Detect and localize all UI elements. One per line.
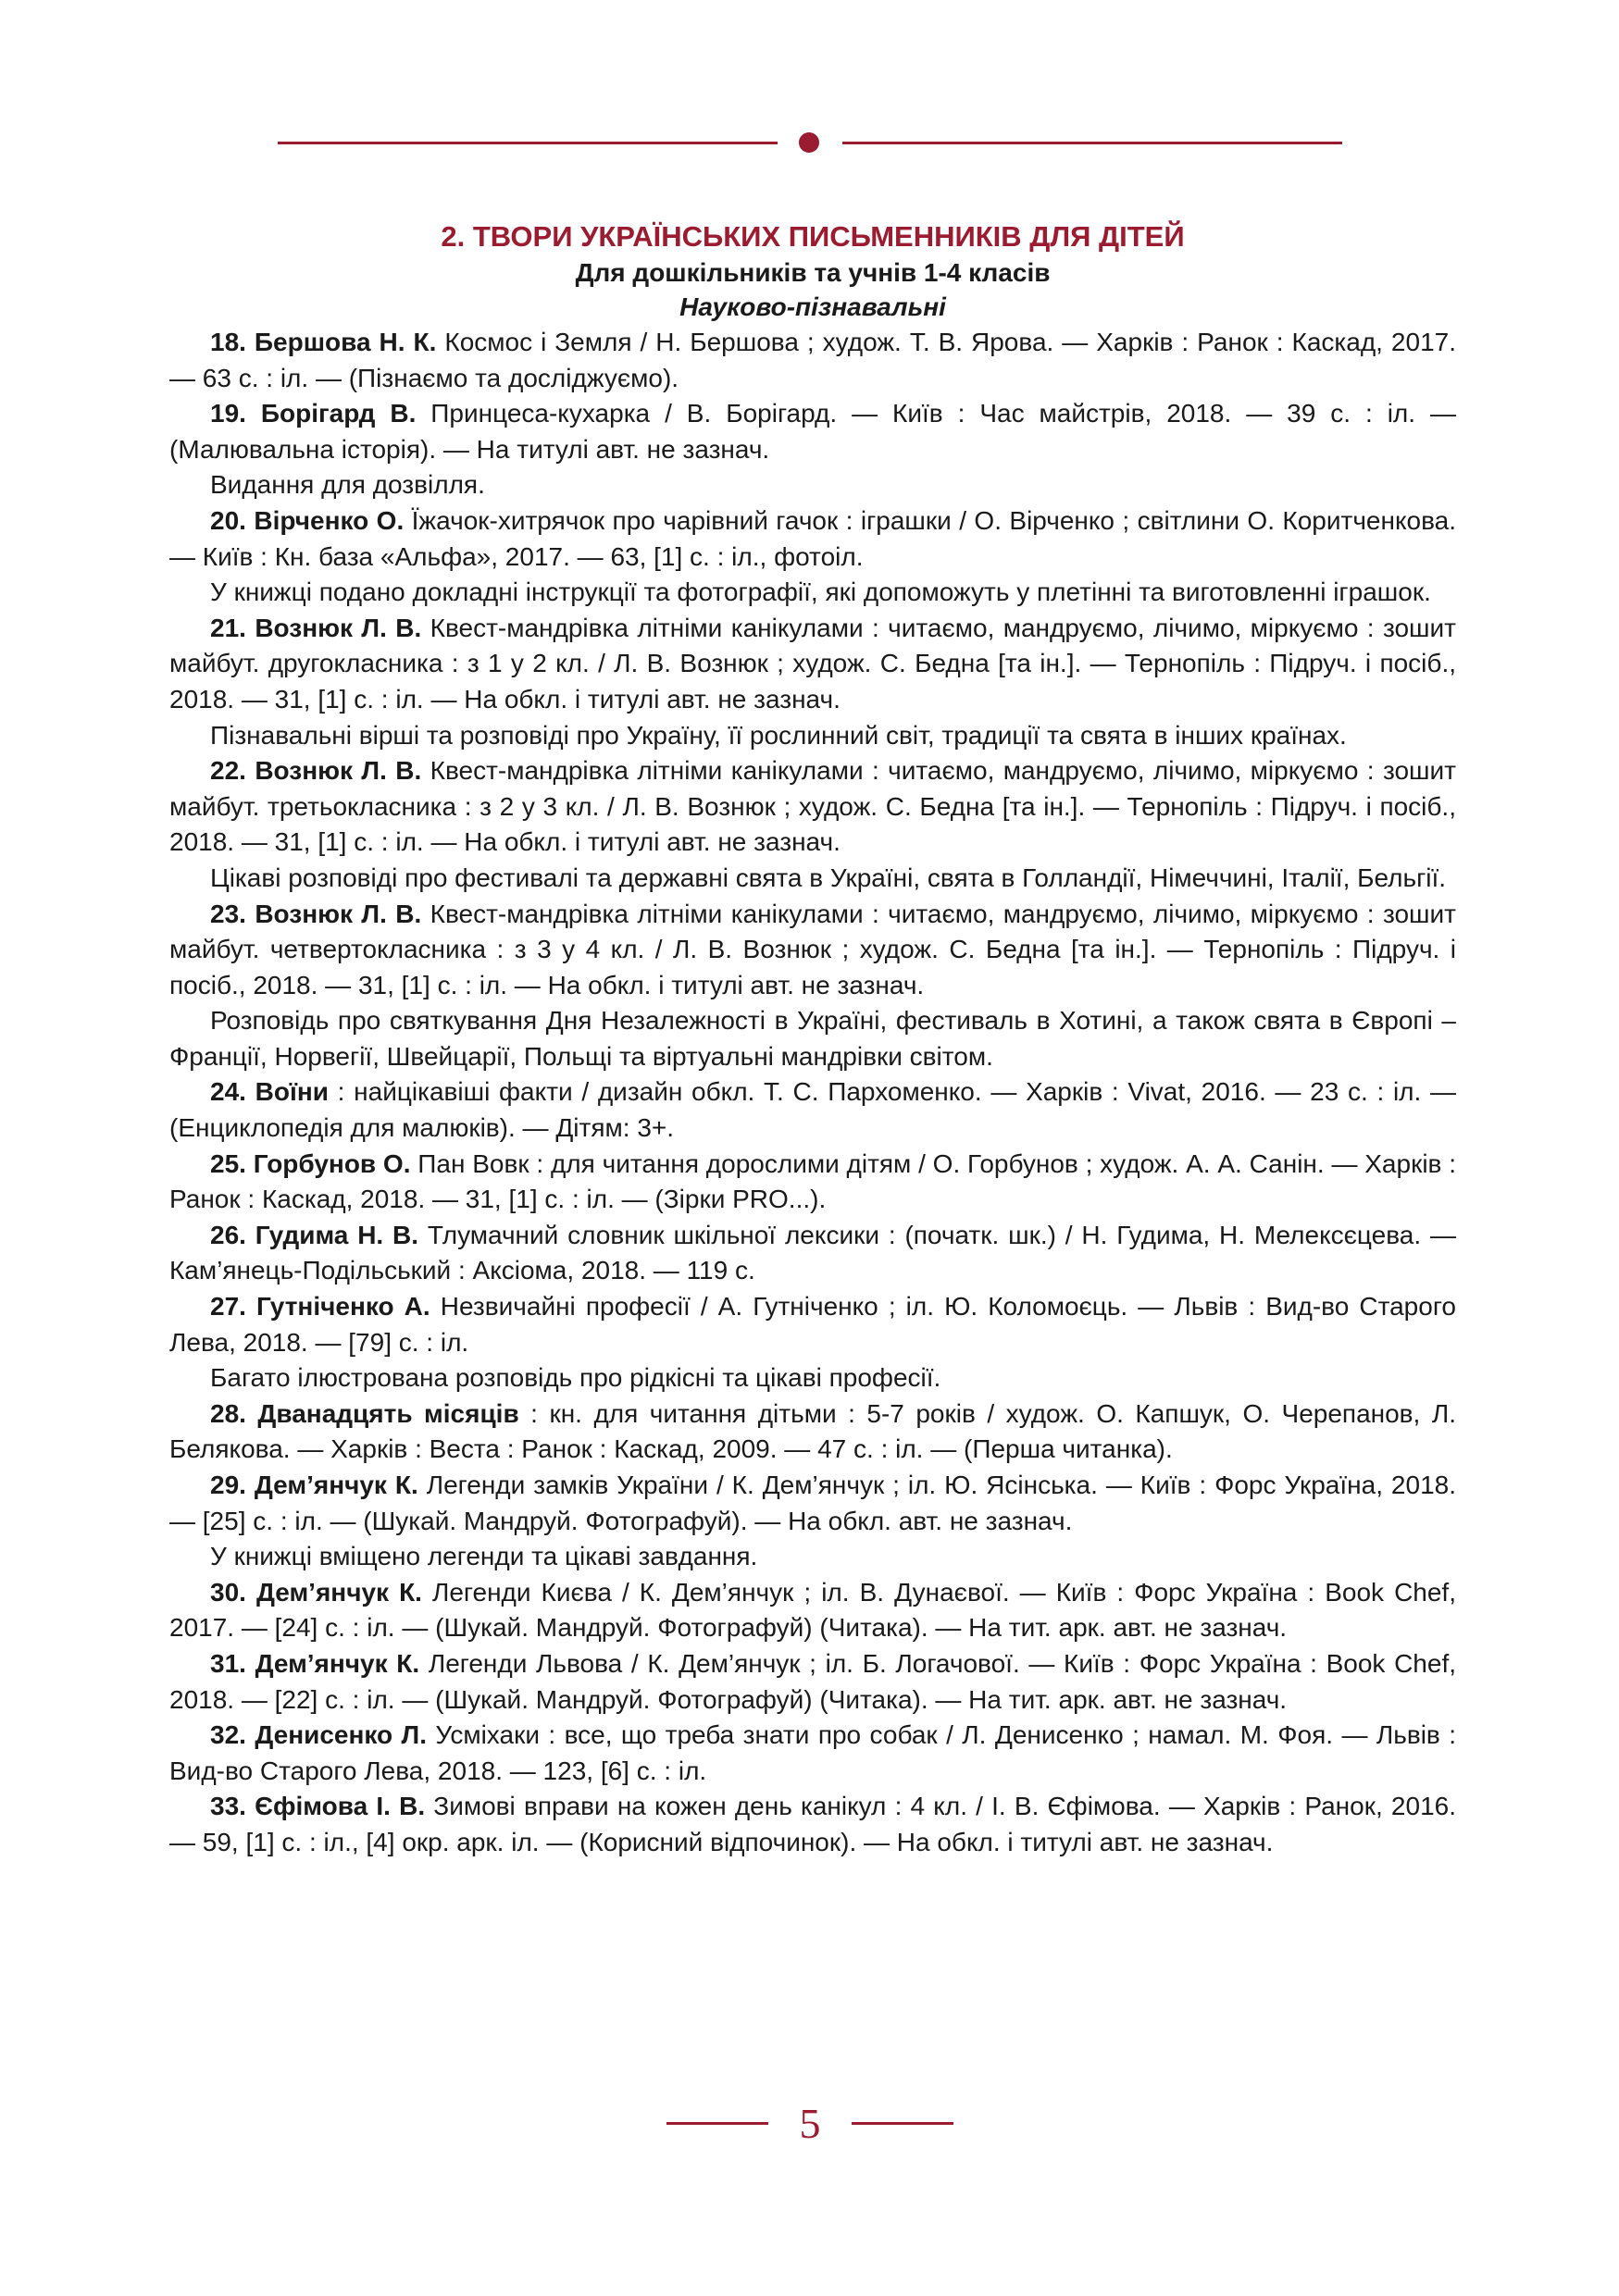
bib-entry-27 — [169, 1289, 1456, 1360]
bib-entry-22 — [169, 753, 1456, 861]
bib-entry-32 — [169, 1718, 1456, 1789]
entry-description: Пан Вовк : для читання дорослими дітям / О. Горбунов ; худож. А. А. Санін. — Харків : Ранок : Каскад, 2018. — 31, [1] с. : іл. — (Зірки PRO...). — [169, 1148, 1456, 1214]
bib-entry-21 — [169, 611, 1456, 718]
rule-center-dot — [799, 132, 819, 153]
entry-description: Зимові вправи на кожен день канікул : 4 кл. / І. В. Єфімова. — Харків : Ранок, 2016. — 59, [1] с. : іл., [4] окр. арк. іл. — (Корисний відпочинок). — На обкл. і титулі авт. не зазнач. — [169, 1792, 1456, 1856]
entry-author: 28. Дванадцять місяців — [210, 1398, 519, 1428]
entry-author: 32. Денисенко Л. — [210, 1720, 427, 1750]
entry-author: 18. Бершова Н. К. — [210, 328, 437, 356]
entry-description: Квест-мандрівка літніми канікулами : читаємо, мандруємо, лічимо, міркуємо : зошит майбут. другокласника : з 1 у 2 кл. / Л. В. Вознюк ; худож. С. Бедна [та ін.]. — Тернопіль : Підруч. і посіб., 2018. — 31, [1] с. : іл. — На обкл. і титулі авт. не зазнач. — [169, 613, 1456, 714]
page-content — [169, 218, 1456, 1861]
entry-description: Легенди Києва / К. Дем’янчук ; іл. В. Дунаєвої. — Київ : Форс Україна : Book Chef, 2017. — [24] с. : іл. — (Шукай. Мандруй. Фотографуй) (Читака). — На тит. арк. авт. не зазнач. — [169, 1577, 1456, 1643]
page-footer — [666, 2098, 953, 2153]
entry-description: Незвичайні професії / А. Гутніченко ; іл. Ю. Коломоєць. — Львів : Вид-во Старого Лева, 2018. — [79] с. : іл. — [169, 1292, 1456, 1357]
entry-annotation: Пізнавальні вірші та розповіді про Україну, її рослинний світ, традиції та свята в інших країнах. — [210, 720, 1347, 750]
bib-entry-18 — [169, 325, 1456, 396]
entry-annotation: Розповідь про святкування Дня Незалежності в Україні, фестиваль в Хотині, а також свята в Європі – Франції, Норвегії, Швейцарії, Польщі та віртуальні мандрівки світом. — [169, 1006, 1456, 1071]
bib-entry-31 — [169, 1646, 1456, 1718]
bib-entry-26 — [169, 1218, 1456, 1289]
bib-entry-20 — [169, 503, 1456, 575]
entry-author: 30. Дем’янчук К. — [210, 1577, 422, 1607]
top-ornament-rule — [278, 131, 1342, 154]
footer-rule-right — [852, 2122, 953, 2125]
entry-annotation: У книжці вміщено легенди та цікаві завдання. — [210, 1542, 758, 1571]
section-title: 2. ТВОРИ УКРАЇНСЬКИХ ПИСЬМЕННИКІВ ДЛЯ ДІТЕЙ — [441, 220, 1185, 253]
page-number: 5 — [799, 2100, 821, 2147]
audience-subtitle: Для дошкільників та учнів 1-4 класів — [575, 258, 1051, 287]
bib-entry-30 — [169, 1575, 1456, 1646]
entry-description: Усміхаки : все, що треба знати про собак / Л. Денисенко ; намал. М. Фоя. — Львів : Вид-во Старого Лева, 2018. — 123, [6] с. : іл. — [169, 1720, 1457, 1785]
bib-entry-19 — [169, 396, 1456, 467]
entry-author: 19. Борігард В. — [210, 399, 417, 428]
entry-description: : кн. для читання дітьми : 5-7 років / худож. О. Капшук, О. Черепанов, Л. Белякова. — Харків : Веста : Ранок : Каскад, 2009. — 47 с. : іл. — (Перша читанка). — [169, 1398, 1456, 1464]
entry-annotation: Видання для дозвілля. — [210, 470, 485, 500]
entry-author: 20. Вірченко О. — [210, 505, 405, 535]
entry-annotation: У книжці подано докладні інструкції та фотографії, які допоможуть у плетінні та виготовленні іграшок. — [210, 577, 1431, 607]
bibliography-list — [169, 325, 1456, 1861]
bib-entry-28 — [169, 1396, 1456, 1468]
entry-description: Легенди замків України / К. Дем’янчук ; іл. Ю. Ясінська. — Київ : Форс Україна, 2018. — [25] с. : іл. — (Шукай. Мандруй. Фотографуй). — На обкл. авт. не зазнач. — [169, 1471, 1456, 1535]
entry-author: 31. Дем’янчук К. — [210, 1648, 420, 1678]
entry-author: 26. Гудима Н. В. — [210, 1220, 419, 1249]
entry-description: Їжачок-хитрячок про чарівний гачок : іграшки / О. Вірченко ; світлини О. Коритченкова. — Київ : Кн. база «Альфа», 2017. — 63, [1] с. : іл., фотоіл. — [169, 505, 1456, 571]
entry-description: Космос і Земля / Н. Бершова ; худож. Т. В. Ярова. — Харків : Ранок : Каскад, 2017. — 63 с. : іл. — (Пізнаємо та досліджуємо). — [169, 328, 1456, 392]
entry-description: Квест-мандрівка літніми канікулами : читаємо, мандруємо, лічимо, міркуємо : зошит майбут. четвертокласника : з 3 у 4 кл. / Л. В. Вознюк ; худож. С. Бедна [та ін.]. — Тернопіль : Підруч. і посіб., 2018. — 31, [1] с. : іл. — На обкл. і титулі авт. не зазнач. — [169, 899, 1456, 999]
entry-author: 22. Вознюк Л. В. — [210, 756, 422, 786]
bib-entry-33 — [169, 1789, 1456, 1860]
rule-line-right — [842, 142, 1342, 144]
entry-annotation: Багато ілюстрована розповідь про рідкісні та цікаві професії. — [210, 1363, 941, 1393]
entry-description: Принцеса-кухарка / В. Борігард. — Київ : Час майстрів, 2018. — 39 с. : іл. — (Малювальна історія). — На титулі авт. не зазнач. — [169, 399, 1457, 464]
entry-description: Квест-мандрівка літніми канікулами : читаємо, мандруємо, лічимо, міркуємо : зошит майбут. третьокласника : з 2 у 3 кл. / Л. В. Вознюк ; худож. С. Бедна [та ін.]. — Тернопіль : Підруч. і посіб., 2018. — 31, [1] с. : іл. — На обкл. і титулі авт. не зазнач. — [169, 756, 1456, 857]
entry-author: 33. Єфімова І. В. — [210, 1792, 426, 1821]
entry-author: 23. Вознюк Л. В. — [210, 899, 422, 928]
entry-description: Тлумачний словник шкільної лексики : (початк. шк.) / Н. Гудима, Н. Мелексєцева. — Кам’янець-Подільський : Аксіома, 2018. — 119 с. — [169, 1220, 1456, 1285]
bib-entry-29 — [169, 1468, 1456, 1539]
entry-author: 25. Горбунов О. — [210, 1148, 411, 1178]
entry-author: 24. Воїни — [210, 1077, 329, 1107]
entry-annotation: Цікаві розповіді про фестивалі та державні свята в Україні, свята в Голландії, Німеччині, Італії, Бельгії. — [210, 863, 1447, 892]
bib-entry-24 — [169, 1074, 1456, 1146]
footer-rule-left — [666, 2122, 768, 2125]
entry-description: Легенди Львова / К. Дем’янчук ; іл. Б. Логачової. — Київ : Форс Україна : Book Chef, 2018. — [22] с. : іл. — (Шукай. Мандруй. Фотографуй) (Читака). — На тит. арк. авт. не зазнач. — [169, 1648, 1456, 1714]
rule-line-left — [278, 142, 778, 144]
entry-author: 21. Вознюк Л. В. — [210, 613, 422, 642]
bib-entry-25 — [169, 1147, 1456, 1218]
genre-heading: Науково-пізнавальні — [679, 292, 946, 321]
entry-author: 29. Дем’янчук К. — [210, 1471, 418, 1499]
entry-description: : найцікавіші факти / дизайн обкл. Т. С. Пархоменко. — Харків : Vivat, 2016. — 23 с. : іл. — (Енциклопедія для малюків). — Дітям: 3+. — [169, 1077, 1456, 1143]
entry-author: 27. Гутніченко А. — [210, 1292, 430, 1322]
bib-entry-23 — [169, 897, 1456, 1004]
